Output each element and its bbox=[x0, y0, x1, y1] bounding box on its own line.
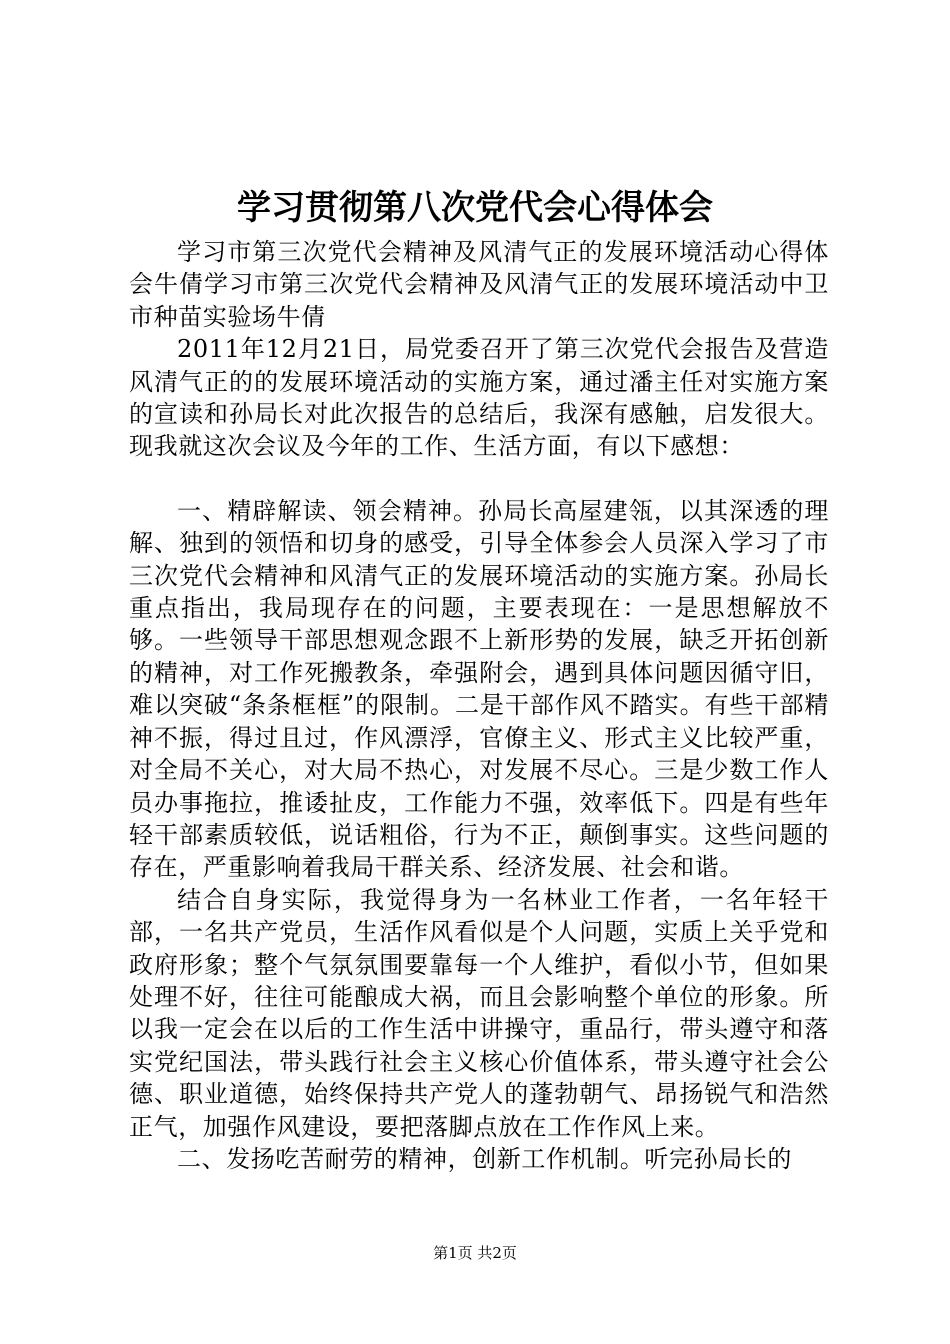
paragraph-section-two: 二、发扬吃苦耐劳的精神，创新工作机制。听完孙局长的 bbox=[177, 1144, 792, 1173]
document-title: 学习贯彻第八次党代会心得体会 bbox=[237, 188, 713, 228]
paragraph-reflection: 结合自身实际，我觉得身为一名林业工作者，一名年轻干部，一名共产党员，生活作风看似是个人问题，实质上关乎党和政府形象；整个气氛氛围要靠每一个人维护，看似小节，但如果处理不好，往往可能酿成大祸，而且会影响整个单位的形象。所以我一定会在以后的工作生活中讲操守，重品行，带头遵守和落实党纪国法，带头践行社会主义核心价值体系，带头遵守社会公德、职业道德，始终保持共产党人的蓬勃朝气、昂扬锐气和浩然正气，加强作风建设，要把落脚点放在工作作风上来。 bbox=[129, 885, 829, 1141]
paragraph-intro: 学习市第三次党代会精神及风清气正的发展环境活动心得体会牛倩学习市第三次党代会精神及风清气正的发展环境活动中卫市种苗实验场牛倩 bbox=[129, 238, 829, 331]
page-number: 第1页 共2页 bbox=[433, 1244, 517, 1262]
paragraph-meeting: 2011年12月21日，局党委召开了第三次党代会报告及营造风清气正的的发展环境活动的实施方案，通过潘主任对实施方案的宣读和孙局长对此次报告的总结后，我深有感触，启发很大。现我就这次会议及今年的工作、生活方面，有以下感想： bbox=[129, 335, 829, 461]
document-body bbox=[129, 236, 829, 1175]
paragraph-section-one: 一、精辟解读、领会精神。孙局长高屋建瓴，以其深透的理解、独到的领悟和切身的感受，引导全体参会人员深入学习了市三次党代会精神和风清气正的发展环境活动的实施方案。孙局长重点指出，我局现存在的问题，主要表现在：一是思想解放不够。一些领导干部思想观念跟不上新形势的发展，缺乏开拓创新的精神，对工作死搬教条，牵强附会，遇到具体问题因循守旧，难以突破“条条框框”的限制。二是干部作风不踏实。有些干部精神不振，得过且过，作风漂浮，官僚主义、形式主义比较严重，对全局不关心，对大局不热心，对发展不尽心。三是少数工作人员办事拖拉，推诿扯皮，工作能力不强，效率低下。四是有些年轻干部素质较低，说话粗俗，行为不正，颠倒事实。这些问题的存在，严重影响着我局干群关系、经济发展、社会和谐。 bbox=[129, 496, 829, 882]
